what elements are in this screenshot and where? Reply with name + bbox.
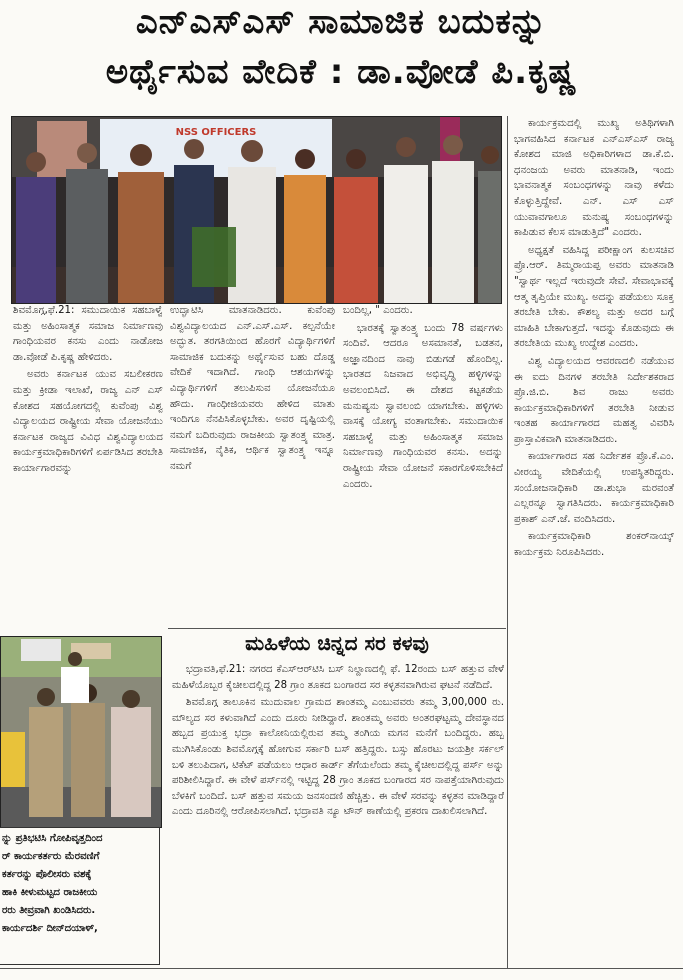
side-caption-line: ನ್ನು ಪ್ರತಿಭಟಿಸಿ ಗೋಪಿವೃತ್ತದಿಂದ: [2, 833, 103, 844]
article1-col-3: [343, 303, 503, 628]
article1-col-2: [170, 303, 335, 628]
article1-col1-p1: ಶಿವಮೊಗ್ಗ,ಫೆ.21: ಸಮುದಾಯಿಕ ಸಹಬಾಳ್ವೆ ಮತ್ತು ಅಹಿಂಸಾತ್ಮಕ ಸಮಾಜ ನಿರ್ಮಾಣವು ಗಾಂಧಿಯವರ ಕನಸು ಎಂದು ನಾಡೋಜ ಡಾ.ವೋಡೆ ಪಿ.ಕೃಷ್ಣ ಹೇಳಿದರು.: [13, 305, 163, 363]
group-photo: [11, 116, 502, 304]
banner-text: NSS OFFICERS: [175, 127, 257, 138]
article1-col1-p2: ಅವರು ಕರ್ನಾಟಕ ಯುವ ಸಬಲೀಕರಣ ಮತ್ತು ಕ್ರೀಡಾ ಇಲಾಖೆ, ರಾಜ್ಯ ಎನ್ ಎಸ್ ಕೋಶದ ಸಹಯೋಗದಲ್ಲಿ ಕುವೆಂಪು ವಿಶ್ವ ವಿದ್ಯಾಲಯದ ರಾಷ್ಟ್ರೀಯ ಸೇವಾ ಯೋಜನೆಯು ಕರ್ನಾಟಕ ರಾಜ್ಯದ ವಿವಿಧ ವಿಶ್ವವಿದ್ಯಾಲಯದ ಕಾರ್ಯಕ್ರಮಾಧಿಕಾರಿಗಳಿಗೆ ಏರ್ಪಡಿಸಿದ ತರಬೇತಿ ಕಾರ್ಯಾಗಾರವನ್ನು: [13, 369, 163, 474]
article2-body: [172, 662, 504, 966]
column-divider: [507, 116, 508, 968]
side-caption-line: ಕರ್ತರನ್ನು ಪೊಲೀಸರು ವಶಕ್ಕೆ: [2, 869, 92, 880]
article2-p1: ಭದ್ರಾವತಿ,ಫೆ.21: ನಗರದ ಕೆಎಸ್‌ಆರ್‌ಟಿಸಿ ಬಸ್ ನಿಲ್ದಾಣದಲ್ಲಿ ಫೆ. 12ರಂದು ಬಸ್ ಹತ್ತುವ ವೇಳೆ ಮಹಿಳೆಯೊಬ್ಬರ ಕೈಚೀಲದಲ್ಲಿದ್ದ 28 ಗ್ರಾಂ ತೂಕದ ಬಂಗಾರದ ಸರ ಕಳ್ಳತನವಾಗಿರುವ ಘಟನೆ ನಡೆದಿದೆ.: [172, 664, 504, 691]
side-caption: [0, 827, 160, 965]
article1-col4-p4: ಕಾರ್ಯಾಗಾರದ ಸಹ ನಿರ್ದೇಶಕ ಪ್ರೊ.ಕೆ.ಎಂ. ವೀರಯ್ಯ ವೇದಿಕೆಯಲ್ಲಿ ಉಪಸ್ಥಿತರಿದ್ದರು. ಸಂಯೋಜನಾಧಿಕಾರಿ ಡಾ.ಶುಭಾ ಮರವಂತೆ ಎಲ್ಲರನ್ನೂ ಸ್ವಾಗತಿಸಿದರು. ಕಾರ್ಯಕ್ರಮಾಧಿಕಾರಿ ಪ್ರಕಾಶ್ ಎನ್.ಜೆ. ವಂದಿಸಿದರು.: [514, 451, 674, 525]
article1-col4-p1: ಕಾರ್ಯಕ್ರಮದಲ್ಲಿ ಮುಖ್ಯ ಅತಿಥಿಗಳಾಗಿ ಭಾಗವಹಿಸಿದ ಕರ್ನಾಟಕ ಎನ್‌ಎಸ್‌ಎಸ್ ರಾಜ್ಯ ಕೋಶದ ಮಾಜಿ ಅಧಿಕಾರಿಗಳಾದ ಡಾ.ಕೆ.ಬಿ. ಧನಂಜಯ ಅವರು ಮಾತನಾಡಿ, ಇಂದು ಭಾವನಾತ್ಮಕ ಸಂಬಂಧಗಳನ್ನು ನಾವು ಕಳೆದು ಕೊಳ್ಳುತ್ತಿದ್ದೇವೆ. ಎನ್. ಎಸ್ ಎಸ್ ಯುವಾವಗಾಲೂ ಮನುಷ್ಯ ಸಂಬಂಧಗಳನ್ನು ಕಾಪಿಡುವ ಕೆಲಸ ಮಾಡುತ್ತಿದೆ" ಎಂದರು.: [514, 118, 674, 239]
article1-col4-p5: ಕಾರ್ಯಕ್ರಮಾಧಿಕಾರಿ ಶಂಕರ್‌ನಾಯ್ಕ್ ಕಾರ್ಯಕ್ರಮ ನಿರೂಪಿಸಿದರು.: [514, 531, 674, 559]
group-photo-drawing: [12, 117, 501, 303]
article1-col3-p2: ಭಾರತಕ್ಕೆ ಸ್ವಾತಂತ್ರ್ಯ ಬಂದು 78 ವರ್ಷಗಳು ಸಂದಿವೆ. ಆದರೂ ಅಸಮಾನತೆ, ಬಡತನ, ಅಜ್ಞಾನದಿಂದ ನಾವು ಬಿಡುಗಡೆ ಹೊಂದಿಲ್ಲ. ಭಾರತದ ನಿಜವಾದ ಅಭಿವೃದ್ಧಿ ಹಳ್ಳಿಗಳನ್ನು ಅವಲಂಬಿಸಿದೆ. ಈ ದೇಶದ ಕಟ್ಟಕಡೆಯ ಮನುಷ್ಯನು ಸ್ವಾವಲಂಬಿ ಯಾಗಬೇಕು. ಹಳ್ಳಿಗಳು ವಾಸಕ್ಕೆ ಯೋಗ್ಯ ವಂತಾಗಬೇಕು. ಸಮುದಾಯಿಕ ಸಹಬಾಳ್ವೆ ಮತ್ತು ಅಹಿಂಸಾತ್ಮಕ ಸಮಾಜ ನಿರ್ಮಾಣವು ಗಾಂಧಿಯವರ ಕನಸು. ಅದನ್ನು ರಾಷ್ಟ್ರೀಯ ಸೇವಾ ಯೋಜನೆ ಸಕಾರಗೊಳಿಸಬೇಕಿದೆ ಎಂದರು.: [343, 322, 503, 490]
article2-p2: ಶಿವಮೊಗ್ಗ ತಾಲೂಕಿನ ಮುದುವಾಲ ಗ್ರಾಮದ ಶಾಂತಮ್ಮ ಎಂಬುವವರು ತಮ್ಮ 3,00,000 ರು. ಮೌಲ್ಯದ ಸರ ಕಳುವಾಗಿದೆ ಎಂದು ದೂರು ನೀಡಿದ್ದಾರೆ. ಶಾಂತಮ್ಮ ಅವರು ಅಂತರಘಟ್ಟಮ್ಮ ದೇವಸ್ಥಾನದ ಹಬ್ಬದ ಪ್ರಯುಕ್ತ ಭದ್ರಾ ಕಾಲೋನಿಯಲ್ಲಿರುವ ತಮ್ಮ ತಂಗಿಯ ಮಗನ ಮನೆಗೆ ಬಂದಿದ್ದರು. ಹಬ್ಬ ಮುಗಿಸಿಕೊಂಡು ಶಿವಮೊಗ್ಗಕ್ಕೆ ಹೋಗುವ ಸರ್ಕಾರಿ ಬಸ್ ಹತ್ತಿದ್ದರು. ಬಸ್ಸು ಹೊರಟು ಜಯಶ್ರೀ ಸರ್ಕಲ್ ಬಳಿ ತಲುಪಿದಾಗ, ಟಿಕೆಟ್ ಪಡೆಯಲು ಆಧಾರ ಕಾರ್ಡ್ ತೆಗೆಯಲೆಂದು ತಮ್ಮ ಕೈಚೀಲದಲ್ಲಿದ್ದ ಪರ್ಸ್ ಅನ್ನು ಪರಿಶೀಲಿಸಿದ್ದಾರೆ. ಈ ವೇಳೆ ಪರ್ಸ್‌ನಲ್ಲಿ ಇಟ್ಟಿದ್ದ 28 ಗ್ರಾಂ ತೂಕದ ಬಂಗಾರದ ಸರ ನಾಪತ್ತೆಯಾಗಿರುವುದು ಬೆಳಕಿಗೆ ಬಂದಿದೆ. ಬಸ್ ಹತ್ತುವ ಸಮಯ ಜನಸಂದಣಿ ಹೆಚ್ಚಿತ್ತು. ಈ ವೇಳೆ ಸರವನ್ನು ಕಳ್ಳತನ ಮಾಡಿದ್ದಾರೆ ಎಂದು ದೂರಿನಲ್ಲಿ ಆರೋಪಿಸಲಾಗಿದೆ. ಭದ್ರಾವತಿ ನ್ಯೂ ಟೌನ್ ಠಾಣೆಯಲ್ಲಿ ಪ್ರಕರಣ ದಾಖಲಿಸಲಾಗಿದೆ.: [172, 697, 504, 818]
article1-col4-p3: ವಿಶ್ವ ವಿದ್ಯಾಲಯದ ಆವರಣದಲಿ ನಡೆಯುವ ಈ ಐದು ದಿನಗಳ ತರಬೇತಿ ನಿರ್ದೇಶಕರಾದ ಪ್ರೊ.ಜಿ.ಬಿ. ಶಿವ ರಾಜು ಅವರು ಕಾರ್ಯಕ್ರಮಾಧಿಕಾರಿಗಳಿಗೆ ತರಬೇತಿ ನೀಡುವ ಇಂತಹ ಕಾರ್ಯಾಗಾರದ ಮಹತ್ವ ವಿವರಿಸಿ ಪ್ರಾಸ್ತಾವಿಕವಾಗಿ ಮಾತನಾಡಿದರು.: [514, 355, 674, 445]
article1-col-4: [514, 116, 674, 966]
headline-line-2: ಅರ್ಥೈಸುವ ವೇದಿಕೆ : ಡಾ.ವೋಡೆ ಪಿ.ಕೃಷ್ಣ: [105, 52, 578, 92]
article2-headline: ಮಹಿಳೆಯ ಚಿನ್ನದ ಸರ ಕಳವು: [245, 631, 429, 655]
bottom-rule: [0, 968, 683, 969]
side-caption-line: ರರು ತೀವ್ರವಾಗಿ ಖಂಡಿಸಿದರು.: [2, 905, 96, 916]
article1-col3-p1: ಬಂದಿಲ್ಲ, " ಎಂದರು.: [343, 305, 413, 316]
side-caption-line: ಹಾಕಿ ಕೀಳುಮಟ್ಟದ ರಾಜಕೀಯ: [2, 887, 98, 898]
article1-col-1: [13, 303, 163, 635]
article1-col4-p2: ಅಧ್ಯಕ್ಷತೆ ವಹಿಸಿದ್ದ ಪರೀಕ್ಷಾಂಗ ಕುಲಸಚಿವ ಪ್ರೊ.ಆರ್. ತಿಮ್ಮರಾಯಪ್ಪ ಅವರು ಮಾತನಾಡಿ "ಸ್ವಾರ್ಥ ಇಲ್ಲದೆ ಇರುವುದೇ ಸೇವೆ. ಸೇವಾಭಾವಕ್ಕೆ ಆತ್ಮ ತೃಪ್ತಿಯೇ ಮುಖ್ಯ. ಅದನ್ನು ಪಡೆಯಲು ಸೂಕ್ತ ತರಬೇತಿ ಬೇಕು. ಕೌಶಲ್ಯ ಮತ್ತು ಅದರ ಬಗ್ಗೆ ಮಾಹಿತಿ ಬೇಕಾಗುತ್ತದೆ. ಇದನ್ನು ಕೊಡುವುದು ಈ ತರಬೇತಿಯ ಮುಖ್ಯ ಉದ್ದೇಶ ಎಂದರು.: [514, 244, 674, 350]
article1-col2-p1: ಉದ್ಘಾಟಿಸಿ ಮಾತನಾಡಿದರು. ಕುವೆಂಪು ವಿಶ್ವವಿದ್ಯಾಲಯದ ಎನ್.ಎಸ್.ಎಸ್. ಕಲ್ಪನೆಯೇ ಅದ್ಭುತ. ತರಗತಿಯಿಂದ ಹೊರಗೆ ವಿದ್ಯಾರ್ಥಿಗಳಿಗೆ ಸಾಮಾಜಿಕ ಬದುಕನ್ನು ಅರ್ಥೈಸುವ ಬಹು ದೊಡ್ಡ ವೇದಿಕೆ ಇದಾಗಿದೆ. ಗಾಂಧಿ ಆಶಯಗಳನ್ನು ವಿದ್ಯಾರ್ಥಿಗಳಿಗೆ ತಲುಪಿಸುವ ಯೋಜನೆಯೂ ಹೌದು. ಗಾಂಧೀಜಿಯವರು ಹೇಳಿದ ಮಾತು ಇಂದಿಗೂ ನೆನಪಿಸಿಕೊಳ್ಳಬೇಕು. ಅವರ ದೃಷ್ಟಿಯಲ್ಲಿ ನಮಗೆ ಬದಿರುವುದು ರಾಜಕೀಯ ಸ್ವಾತಂತ್ರ್ಯ ಮಾತ್ರ. ಸಾಮಾಜಿಕ, ನೈತಿಕ, ಆರ್ಥಿಕ ಸ್ವಾತಂತ್ರ್ಯ ಇನ್ನೂ ನಮಗೆ: [170, 305, 335, 472]
side-caption-line: ಕಾರ್ಯದರ್ಶಿ ದೀನ್‌ದಯಾಳ್,: [2, 923, 98, 934]
protest-photo: [0, 636, 162, 828]
protest-photo-drawing: [1, 637, 161, 827]
headline-line-1: ಎನ್‌ಎಸ್‌ಎಸ್ ಸಾಮಾಜಿಕ ಬದುಕನ್ನು: [135, 2, 548, 42]
side-caption-line: ರ್ ಕಾರ್ಯಕರ್ತರು ಮೆರವಣಿಗೆ: [2, 851, 100, 862]
